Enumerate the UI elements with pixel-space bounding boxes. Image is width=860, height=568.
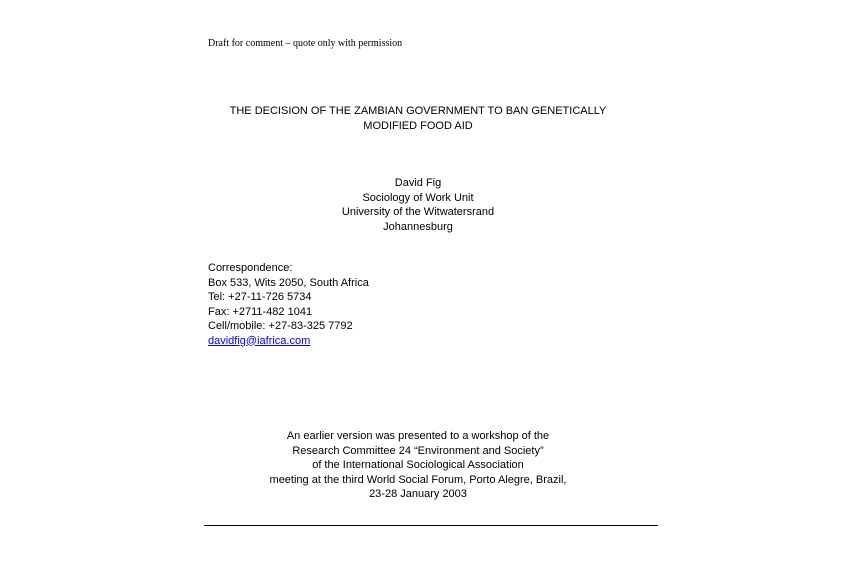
presentation-line-3: of the International Sociological Association [312,459,524,471]
author-city: Johannesburg [383,220,453,233]
correspondence-cell: Cell/mobile: +27-83-325 7792 [208,320,353,332]
author-unit: Sociology of Work Unit [362,191,474,204]
author-block [208,176,628,234]
draft-notice: Draft for comment – quote only with permission [208,38,403,49]
title-line-2: MODIFIED FOOD AID [363,120,473,132]
correspondence-tel: Tel: +27-11-726 5734 [208,291,312,303]
footer-divider [204,525,658,526]
presentation-line-2: Research Committee 24 “Environment and Society” [292,444,544,457]
title-line-1: THE DECISION OF THE ZAMBIAN GOVERNMENT TO BAN GENETICALLY [229,105,607,117]
correspondence-block [208,261,369,348]
presentation-line-4: meeting at the third World Social Forum, Porto Alegre, Brazil, [269,473,567,486]
presentation-line-5: 23-28 January 2003 [369,488,467,500]
correspondence-fax: Fax: +2711-482 1041 [208,305,313,318]
correspondence-heading: Correspondence: [208,262,293,274]
email-link[interactable]: davidfig@iafrica.com [208,334,311,347]
author-university: University of the Witwatersrand [341,206,495,218]
document-title [208,104,628,134]
presentation-note [208,429,628,502]
author-name: David Fig [394,177,442,189]
correspondence-address: Box 533, Wits 2050, South Africa [208,276,369,289]
presentation-line-1: An earlier version was presented to a workshop of the [286,430,550,442]
